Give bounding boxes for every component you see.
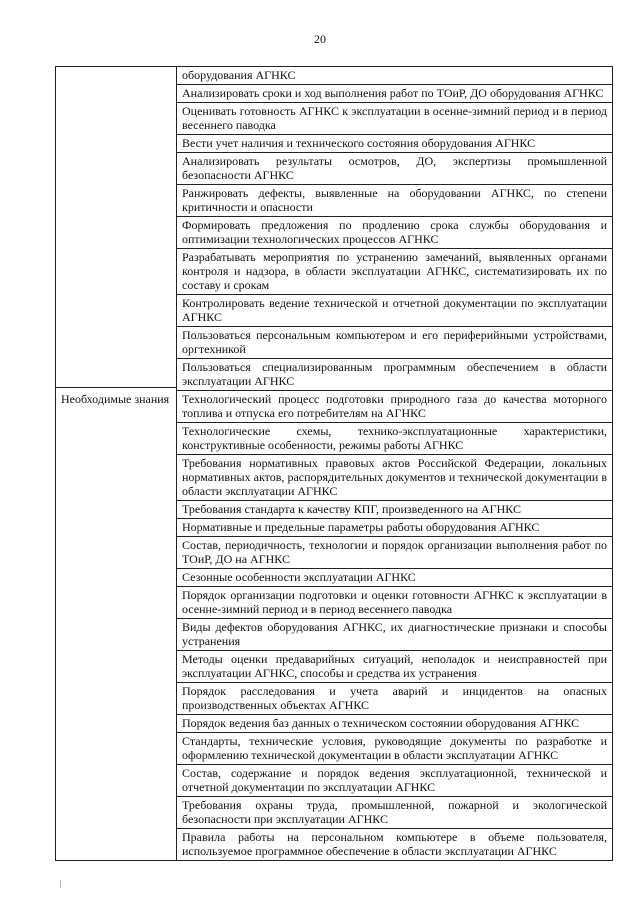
- skill-row: Анализировать результаты осмотров, ДО, экспертизы промышленной безопасности АГНКС: [177, 153, 612, 185]
- page-number: 20: [314, 32, 326, 46]
- skill-row: Анализировать сроки и ход выполнения работ по ТОиР, ДО оборудования АГНКС: [177, 85, 612, 103]
- knowledge-row: Стандарты, технические условия, руководящие документы по разработке и оформлению технической документации в области эксплуатации АГНКС: [177, 733, 612, 765]
- knowledge-row: Нормативные и предельные параметры работы оборудования АГНКС: [177, 519, 612, 537]
- skill-row: Ранжировать дефекты, выявленные на оборудовании АГНКС, по степени критичности и опасности: [177, 185, 612, 217]
- skill-row: оборудования АГНКС: [177, 67, 612, 85]
- knowledge-row: Требования нормативных правовых актов Российской Федерации, локальных нормативных актов, распорядительных документов и технической документации в области эксплуатации АГНКС: [177, 455, 612, 501]
- skill-row: Пользоваться персональным компьютером и его периферийными устройствами, оргтехникой: [177, 327, 612, 359]
- knowledge-row: Порядок ведения баз данных о техническом состоянии оборудования АГНКС: [177, 715, 612, 733]
- knowledge-row: Сезонные особенности эксплуатации АГНКС: [177, 569, 612, 587]
- skill-row: Вести учет наличия и технического состояния оборудования АГНКС: [177, 135, 612, 153]
- skill-row: Разрабатывать мероприятия по устранению замечаний, выявленных органами контроля и надзора, в области эксплуатации АГНКС, систематизировать их по составу и срокам: [177, 249, 612, 295]
- knowledge-row: Правила работы на персональном компьютере в объеме пользователя, используемое программное обеспечение в области эксплуатации АГНКС: [182, 830, 607, 858]
- skill-row: Формировать предложения по продлению срока службы оборудования и оптимизации технологических процессов АГНКС: [177, 217, 612, 249]
- knowledge-row: Требования стандарта к качеству КПГ, произведенного на АГНКС: [177, 501, 612, 519]
- knowledge-row: Состав, периодичность, технологии и порядок организации выполнения работ по ТОиР, ДО на АГНКС: [177, 537, 612, 569]
- scan-mark: [60, 880, 61, 888]
- knowledge-section-label: Необходимые знания: [61, 392, 170, 406]
- skill-row: Пользоваться специализированным программным обеспечением в области эксплуатации АГНКС: [177, 359, 612, 391]
- knowledge-row: Требования охраны труда, промышленной, пожарной и экологической безопасности при эксплуатации АГНКС: [177, 797, 612, 829]
- left-empty-cell: [56, 67, 176, 388]
- knowledge-row: Технологический процесс подготовки природного газа до качества моторного топлива и отпуска его потребителям на АГНКС: [177, 391, 612, 423]
- skill-row: Оценивать готовность АГНКС к эксплуатации в осенне-зимний период и в период весеннего паводка: [177, 103, 612, 135]
- skill-row: Контролировать ведение технической и отчетной документации по эксплуатации АГНКС: [177, 295, 612, 327]
- competency-table: [55, 66, 613, 861]
- right-column: [177, 67, 612, 860]
- knowledge-row: Технологические схемы, технико-эксплуатационные характеристики, конструктивные особенности, режимы работы АГНКС: [177, 423, 612, 455]
- knowledge-row: Состав, содержание и порядок ведения эксплуатационной, технической и отчетной документации по эксплуатации АГНКС: [177, 765, 612, 797]
- knowledge-row: Порядок расследования и учета аварий и инцидентов на опасных производственных объектах АГНКС: [177, 683, 612, 715]
- knowledge-row: Порядок организации подготовки и оценки готовности АГНКС к эксплуатации в осенне-зимний период и в период весеннего паводка: [177, 587, 612, 619]
- left-column: [56, 67, 177, 860]
- knowledge-row: Методы оценки предаварийных ситуаций, неполадок и неисправностей при эксплуатации АГНКС, способы и средства их устранения: [177, 651, 612, 683]
- knowledge-row: Виды дефектов оборудования АГНКС, их диагностические признаки и способы устранения: [177, 619, 612, 651]
